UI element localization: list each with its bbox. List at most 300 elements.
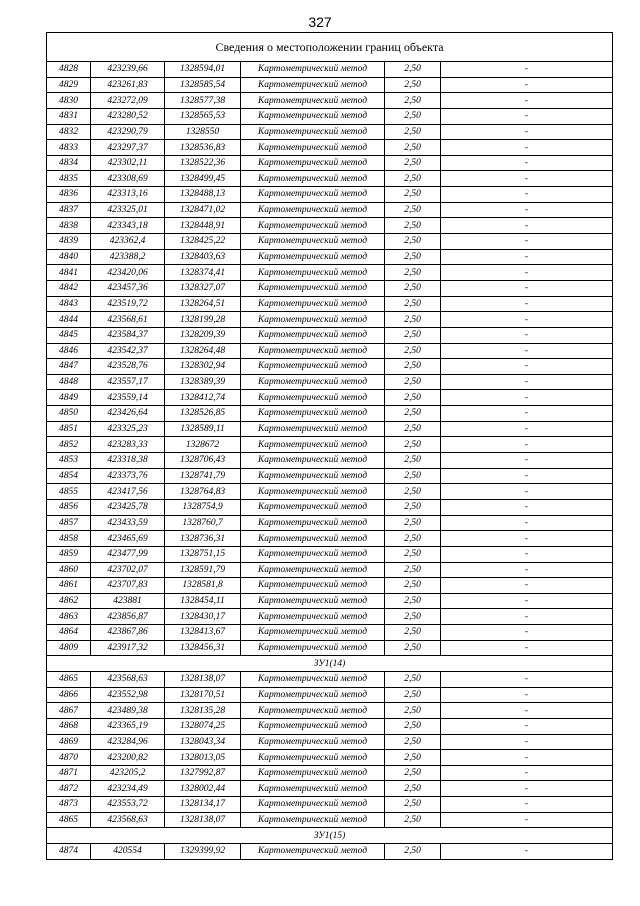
- description-cell: -: [441, 531, 613, 547]
- point-number-cell: 4809: [47, 640, 91, 656]
- description-cell: -: [441, 562, 613, 578]
- coord-y-cell: 1328138,07: [165, 671, 241, 687]
- description-cell: -: [441, 750, 613, 766]
- coord-y-cell: 1328074,25: [165, 718, 241, 734]
- method-cell: Картометрический метод: [241, 343, 385, 359]
- section-header-row: [47, 656, 613, 672]
- coord-y-cell: 1328736,31: [165, 531, 241, 547]
- description-cell: -: [441, 202, 613, 218]
- table-row: [47, 140, 613, 156]
- method-cell: Картометрический метод: [241, 812, 385, 828]
- description-cell: -: [441, 312, 613, 328]
- accuracy-cell: 2,50: [385, 312, 441, 328]
- method-cell: Картометрический метод: [241, 468, 385, 484]
- description-cell: -: [441, 155, 613, 171]
- coord-y-cell: 1328577,38: [165, 93, 241, 109]
- point-number-cell: 4832: [47, 124, 91, 140]
- coord-y-cell: 1328013,05: [165, 750, 241, 766]
- point-number-cell: 4857: [47, 515, 91, 531]
- coord-x-cell: 423325,01: [91, 202, 165, 218]
- coord-y-cell: 1328135,28: [165, 703, 241, 719]
- coord-x-cell: 423284,96: [91, 734, 165, 750]
- accuracy-cell: 2,50: [385, 734, 441, 750]
- table-row: [47, 671, 613, 687]
- point-number-cell: 4874: [47, 844, 91, 860]
- method-cell: Картометрический метод: [241, 187, 385, 203]
- description-cell: -: [441, 453, 613, 469]
- coord-y-cell: 1328522,36: [165, 155, 241, 171]
- point-number-cell: 4840: [47, 249, 91, 265]
- coord-x-cell: 423553,72: [91, 797, 165, 813]
- method-cell: Картометрический метод: [241, 750, 385, 766]
- coord-x-cell: 423343,18: [91, 218, 165, 234]
- table-row: [47, 844, 613, 860]
- point-number-cell: 4855: [47, 484, 91, 500]
- table-row: [47, 406, 613, 422]
- coord-y-cell: 1328134,17: [165, 797, 241, 813]
- description-cell: -: [441, 62, 613, 78]
- description-cell: -: [441, 844, 613, 860]
- point-number-cell: 4846: [47, 343, 91, 359]
- point-number-cell: 4854: [47, 468, 91, 484]
- table-row: [47, 77, 613, 93]
- table-row: [47, 280, 613, 296]
- point-number-cell: 4856: [47, 499, 91, 515]
- coord-y-cell: 1328591,79: [165, 562, 241, 578]
- method-cell: Картометрический метод: [241, 578, 385, 594]
- coord-x-cell: 423489,38: [91, 703, 165, 719]
- accuracy-cell: 2,50: [385, 765, 441, 781]
- method-cell: Картометрический метод: [241, 62, 385, 78]
- coord-y-cell: 1328672: [165, 437, 241, 453]
- accuracy-cell: 2,50: [385, 578, 441, 594]
- description-cell: -: [441, 593, 613, 609]
- accuracy-cell: 2,50: [385, 703, 441, 719]
- table-row: [47, 187, 613, 203]
- description-cell: -: [441, 187, 613, 203]
- point-number-cell: 4845: [47, 327, 91, 343]
- coord-x-cell: 423388,2: [91, 249, 165, 265]
- method-cell: Картометрический метод: [241, 687, 385, 703]
- description-cell: -: [441, 546, 613, 562]
- accuracy-cell: 2,50: [385, 812, 441, 828]
- accuracy-cell: 2,50: [385, 155, 441, 171]
- point-number-cell: 4863: [47, 609, 91, 625]
- coord-y-cell: 1327992,87: [165, 765, 241, 781]
- method-cell: Картометрический метод: [241, 296, 385, 312]
- coord-y-cell: 1328264,48: [165, 343, 241, 359]
- coord-y-cell: 1328526,85: [165, 406, 241, 422]
- description-cell: -: [441, 171, 613, 187]
- method-cell: Картометрический метод: [241, 640, 385, 656]
- coord-x-cell: 423234,49: [91, 781, 165, 797]
- point-number-cell: 4859: [47, 546, 91, 562]
- coord-x-cell: 423568,63: [91, 812, 165, 828]
- description-cell: -: [441, 734, 613, 750]
- accuracy-cell: 2,50: [385, 265, 441, 281]
- table-row: [47, 734, 613, 750]
- point-number-cell: 4864: [47, 625, 91, 641]
- point-number-cell: 4860: [47, 562, 91, 578]
- method-cell: Картометрический метод: [241, 359, 385, 375]
- coord-y-cell: 1328374,41: [165, 265, 241, 281]
- coord-y-cell: 1328403,63: [165, 249, 241, 265]
- accuracy-cell: 2,50: [385, 797, 441, 813]
- description-cell: -: [441, 437, 613, 453]
- method-cell: Картометрический метод: [241, 531, 385, 547]
- coord-y-cell: 1328471,02: [165, 202, 241, 218]
- description-cell: -: [441, 359, 613, 375]
- coord-x-cell: 423205,2: [91, 765, 165, 781]
- coord-x-cell: 423542,37: [91, 343, 165, 359]
- description-cell: -: [441, 77, 613, 93]
- coord-x-cell: 423239,66: [91, 62, 165, 78]
- accuracy-cell: 2,50: [385, 218, 441, 234]
- table-row: [47, 155, 613, 171]
- method-cell: Картометрический метод: [241, 421, 385, 437]
- accuracy-cell: 2,50: [385, 562, 441, 578]
- point-number-cell: 4872: [47, 781, 91, 797]
- coord-y-cell: 1328550: [165, 124, 241, 140]
- point-number-cell: 4836: [47, 187, 91, 203]
- coord-y-cell: 1328536,83: [165, 140, 241, 156]
- method-cell: Картометрический метод: [241, 93, 385, 109]
- description-cell: -: [441, 296, 613, 312]
- method-cell: Картометрический метод: [241, 625, 385, 641]
- point-number-cell: 4873: [47, 797, 91, 813]
- description-cell: -: [441, 609, 613, 625]
- coord-y-cell: 1328764,83: [165, 484, 241, 500]
- coord-y-cell: 1328199,28: [165, 312, 241, 328]
- point-number-cell: 4867: [47, 703, 91, 719]
- point-number-cell: 4862: [47, 593, 91, 609]
- method-cell: Картометрический метод: [241, 327, 385, 343]
- method-cell: Картометрический метод: [241, 374, 385, 390]
- coord-y-cell: 1328581,8: [165, 578, 241, 594]
- point-number-cell: 4852: [47, 437, 91, 453]
- method-cell: Картометрический метод: [241, 437, 385, 453]
- coord-x-cell: 423365,19: [91, 718, 165, 734]
- table-row: [47, 108, 613, 124]
- table-row: [47, 625, 613, 641]
- description-cell: -: [441, 499, 613, 515]
- coord-x-cell: 423373,76: [91, 468, 165, 484]
- accuracy-cell: 2,50: [385, 374, 441, 390]
- table-row: [47, 578, 613, 594]
- method-cell: Картометрический метод: [241, 124, 385, 140]
- coord-x-cell: 423362,4: [91, 234, 165, 250]
- table-row: [47, 390, 613, 406]
- coord-y-cell: 1328002,44: [165, 781, 241, 797]
- table-row: [47, 593, 613, 609]
- point-number-cell: 4851: [47, 421, 91, 437]
- coord-x-cell: 423318,38: [91, 453, 165, 469]
- coord-x-cell: 423559,14: [91, 390, 165, 406]
- accuracy-cell: 2,50: [385, 187, 441, 203]
- method-cell: Картометрический метод: [241, 562, 385, 578]
- coord-y-cell: 1328425,22: [165, 234, 241, 250]
- accuracy-cell: 2,50: [385, 515, 441, 531]
- coord-y-cell: 1328448,91: [165, 218, 241, 234]
- coord-y-cell: 1328585,54: [165, 77, 241, 93]
- method-cell: Картометрический метод: [241, 718, 385, 734]
- method-cell: Картометрический метод: [241, 390, 385, 406]
- table-row: [47, 327, 613, 343]
- coord-x-cell: 423425,78: [91, 499, 165, 515]
- point-number-cell: 4839: [47, 234, 91, 250]
- table-title: Сведения о местоположении границ объекта: [47, 33, 613, 62]
- section-header-row: [47, 828, 613, 844]
- coord-x-cell: 423308,69: [91, 171, 165, 187]
- coord-x-cell: 423272,09: [91, 93, 165, 109]
- table-row: [47, 515, 613, 531]
- accuracy-cell: 2,50: [385, 77, 441, 93]
- description-cell: -: [441, 625, 613, 641]
- coord-x-cell: 423290,79: [91, 124, 165, 140]
- description-cell: -: [441, 468, 613, 484]
- point-number-cell: 4869: [47, 734, 91, 750]
- point-number-cell: 4842: [47, 280, 91, 296]
- description-cell: -: [441, 484, 613, 500]
- coord-x-cell: 423568,63: [91, 671, 165, 687]
- description-cell: -: [441, 718, 613, 734]
- point-number-cell: 4847: [47, 359, 91, 375]
- coord-y-cell: 1328413,67: [165, 625, 241, 641]
- accuracy-cell: 2,50: [385, 718, 441, 734]
- method-cell: Картометрический метод: [241, 171, 385, 187]
- coord-y-cell: 1328499,45: [165, 171, 241, 187]
- table-row: [47, 171, 613, 187]
- method-cell: Картометрический метод: [241, 202, 385, 218]
- accuracy-cell: 2,50: [385, 546, 441, 562]
- coord-y-cell: 1328043,34: [165, 734, 241, 750]
- point-number-cell: 4831: [47, 108, 91, 124]
- table-row: [47, 437, 613, 453]
- method-cell: Картометрический метод: [241, 155, 385, 171]
- method-cell: Картометрический метод: [241, 765, 385, 781]
- accuracy-cell: 2,50: [385, 687, 441, 703]
- description-cell: -: [441, 515, 613, 531]
- table-row: [47, 453, 613, 469]
- table-row: [47, 421, 613, 437]
- point-number-cell: 4861: [47, 578, 91, 594]
- accuracy-cell: 2,50: [385, 108, 441, 124]
- description-cell: -: [441, 280, 613, 296]
- method-cell: Картометрический метод: [241, 77, 385, 93]
- coord-x-cell: 423302,11: [91, 155, 165, 171]
- table-row: [47, 640, 613, 656]
- coord-y-cell: 1328389,39: [165, 374, 241, 390]
- section-header: ЗУ1(15): [47, 828, 613, 844]
- description-cell: -: [441, 797, 613, 813]
- point-number-cell: 4853: [47, 453, 91, 469]
- accuracy-cell: 2,50: [385, 593, 441, 609]
- coord-x-cell: 423707,83: [91, 578, 165, 594]
- point-number-cell: 4835: [47, 171, 91, 187]
- table-row: [47, 249, 613, 265]
- coord-x-cell: 423426,64: [91, 406, 165, 422]
- accuracy-cell: 2,50: [385, 437, 441, 453]
- coord-y-cell: 1328760,7: [165, 515, 241, 531]
- accuracy-cell: 2,50: [385, 296, 441, 312]
- table-row: [47, 718, 613, 734]
- table-row: [47, 343, 613, 359]
- accuracy-cell: 2,50: [385, 453, 441, 469]
- table-row: [47, 812, 613, 828]
- coord-x-cell: 423433,59: [91, 515, 165, 531]
- coord-x-cell: 423200,82: [91, 750, 165, 766]
- table-row: [47, 703, 613, 719]
- coord-y-cell: 1328264,51: [165, 296, 241, 312]
- table-row: [47, 797, 613, 813]
- accuracy-cell: 2,50: [385, 609, 441, 625]
- point-number-cell: 4828: [47, 62, 91, 78]
- description-cell: -: [441, 374, 613, 390]
- table-row: [47, 234, 613, 250]
- table-row: [47, 312, 613, 328]
- table-row: [47, 546, 613, 562]
- table-title-row: [47, 33, 613, 62]
- accuracy-cell: 2,50: [385, 781, 441, 797]
- point-number-cell: 4837: [47, 202, 91, 218]
- point-number-cell: 4866: [47, 687, 91, 703]
- accuracy-cell: 2,50: [385, 406, 441, 422]
- description-cell: -: [441, 343, 613, 359]
- accuracy-cell: 2,50: [385, 327, 441, 343]
- coord-y-cell: 1328138,07: [165, 812, 241, 828]
- coord-y-cell: 1328565,53: [165, 108, 241, 124]
- coord-x-cell: 423325,23: [91, 421, 165, 437]
- point-number-cell: 4830: [47, 93, 91, 109]
- method-cell: Картометрический метод: [241, 546, 385, 562]
- coord-x-cell: 423457,36: [91, 280, 165, 296]
- method-cell: Картометрический метод: [241, 312, 385, 328]
- description-cell: -: [441, 249, 613, 265]
- coord-x-cell: 423528,76: [91, 359, 165, 375]
- coord-y-cell: 1328754,9: [165, 499, 241, 515]
- accuracy-cell: 2,50: [385, 93, 441, 109]
- coord-y-cell: 1328589,11: [165, 421, 241, 437]
- method-cell: Картометрический метод: [241, 140, 385, 156]
- table-row: [47, 499, 613, 515]
- coord-x-cell: 423420,06: [91, 265, 165, 281]
- method-cell: Картометрический метод: [241, 797, 385, 813]
- description-cell: -: [441, 406, 613, 422]
- point-number-cell: 4850: [47, 406, 91, 422]
- point-number-cell: 4849: [47, 390, 91, 406]
- coord-x-cell: 423261,83: [91, 77, 165, 93]
- coord-x-cell: 423519,72: [91, 296, 165, 312]
- coord-y-cell: 1329399,92: [165, 844, 241, 860]
- accuracy-cell: 2,50: [385, 390, 441, 406]
- description-cell: -: [441, 124, 613, 140]
- coord-x-cell: 423568,61: [91, 312, 165, 328]
- table-row: [47, 265, 613, 281]
- coord-x-cell: 423313,16: [91, 187, 165, 203]
- table-row: [47, 609, 613, 625]
- method-cell: Картометрический метод: [241, 499, 385, 515]
- table-row: [47, 374, 613, 390]
- table-row: [47, 124, 613, 140]
- coord-y-cell: 1328751,15: [165, 546, 241, 562]
- accuracy-cell: 2,50: [385, 484, 441, 500]
- coord-x-cell: 423584,37: [91, 327, 165, 343]
- accuracy-cell: 2,50: [385, 531, 441, 547]
- coord-x-cell: 423557,17: [91, 374, 165, 390]
- coord-y-cell: 1328454,11: [165, 593, 241, 609]
- page-number: 327: [308, 14, 332, 30]
- method-cell: Картометрический метод: [241, 781, 385, 797]
- point-number-cell: 4865: [47, 812, 91, 828]
- coord-x-cell: 423881: [91, 593, 165, 609]
- method-cell: Картометрический метод: [241, 234, 385, 250]
- accuracy-cell: 2,50: [385, 124, 441, 140]
- description-cell: -: [441, 671, 613, 687]
- point-number-cell: 4833: [47, 140, 91, 156]
- accuracy-cell: 2,50: [385, 844, 441, 860]
- point-number-cell: 4848: [47, 374, 91, 390]
- table-row: [47, 296, 613, 312]
- coord-x-cell: 423867,86: [91, 625, 165, 641]
- coord-y-cell: 1328170,51: [165, 687, 241, 703]
- description-cell: -: [441, 765, 613, 781]
- accuracy-cell: 2,50: [385, 671, 441, 687]
- method-cell: Картометрический метод: [241, 734, 385, 750]
- coord-y-cell: 1328302,94: [165, 359, 241, 375]
- accuracy-cell: 2,50: [385, 249, 441, 265]
- coord-y-cell: 1328209,39: [165, 327, 241, 343]
- description-cell: -: [441, 234, 613, 250]
- point-number-cell: 4834: [47, 155, 91, 171]
- coord-y-cell: 1328488,13: [165, 187, 241, 203]
- table-row: [47, 62, 613, 78]
- description-cell: -: [441, 327, 613, 343]
- description-cell: -: [441, 578, 613, 594]
- description-cell: -: [441, 812, 613, 828]
- method-cell: Картометрический метод: [241, 515, 385, 531]
- accuracy-cell: 2,50: [385, 421, 441, 437]
- method-cell: Картометрический метод: [241, 218, 385, 234]
- coord-x-cell: 423552,98: [91, 687, 165, 703]
- coord-y-cell: 1328706,43: [165, 453, 241, 469]
- description-cell: -: [441, 703, 613, 719]
- accuracy-cell: 2,50: [385, 343, 441, 359]
- accuracy-cell: 2,50: [385, 499, 441, 515]
- method-cell: Картометрический метод: [241, 484, 385, 500]
- accuracy-cell: 2,50: [385, 234, 441, 250]
- coord-y-cell: 1328327,07: [165, 280, 241, 296]
- method-cell: Картометрический метод: [241, 671, 385, 687]
- coord-x-cell: 423465,69: [91, 531, 165, 547]
- point-number-cell: 4838: [47, 218, 91, 234]
- point-number-cell: 4858: [47, 531, 91, 547]
- coord-y-cell: 1328412,74: [165, 390, 241, 406]
- accuracy-cell: 2,50: [385, 62, 441, 78]
- description-cell: -: [441, 421, 613, 437]
- description-cell: -: [441, 265, 613, 281]
- point-number-cell: 4841: [47, 265, 91, 281]
- accuracy-cell: 2,50: [385, 640, 441, 656]
- method-cell: Картометрический метод: [241, 609, 385, 625]
- method-cell: Картометрический метод: [241, 265, 385, 281]
- method-cell: Картометрический метод: [241, 703, 385, 719]
- point-number-cell: 4829: [47, 77, 91, 93]
- boundary-coordinates-table: [46, 32, 613, 860]
- description-cell: -: [441, 640, 613, 656]
- table-row: [47, 93, 613, 109]
- coord-x-cell: 423417,56: [91, 484, 165, 500]
- point-number-cell: 4844: [47, 312, 91, 328]
